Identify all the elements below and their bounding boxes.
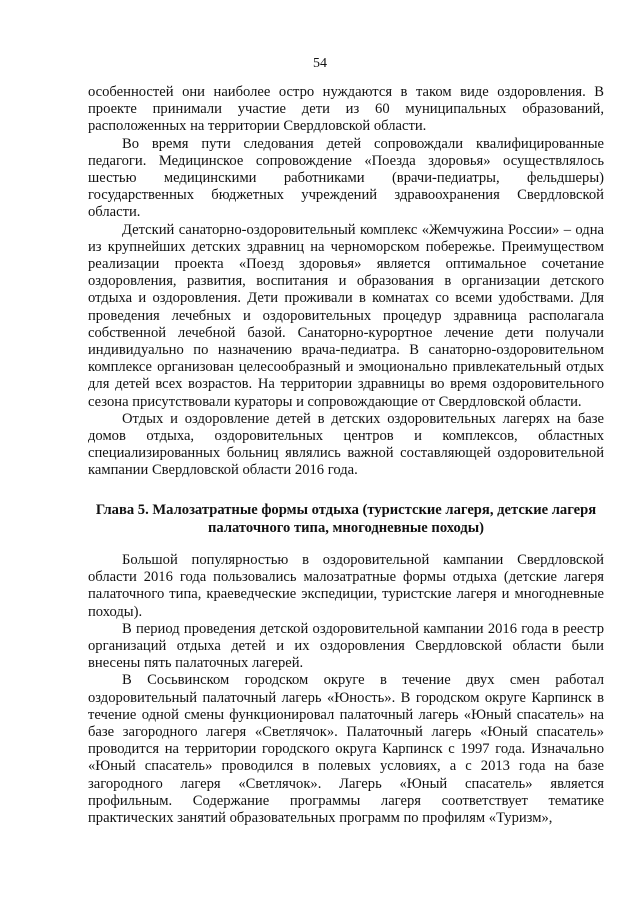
paragraph: Большой популярностью в оздоровительной кампании Свердловской области 2016 года пользовались малозатратные формы отдыха (детские лагеря палаточного типа, краеведческие экспедиции, туристские лагеря и многодневные походы). [88, 552, 604, 620]
chapter-title: Глава 5. Малозатратные формы отдыха (туристские лагеря, детские лагеря палаточного типа, многодневные походы) [95, 502, 597, 536]
paragraph: В период проведения детской оздоровительной кампании 2016 года в реестр организаций отдыха детей и их оздоровления Свердловской области были внесены пять палаточных лагерей. [88, 620, 604, 672]
paragraph: особенностей они наиболее остро нуждаются в таком виде оздоровления. В проекте принимали участие дети из 60 муниципальных образований, расположенных на территории Свердловской области. [88, 84, 604, 135]
body-text-chapter [88, 552, 604, 827]
paragraph: Во время пути следования детей сопровождали квалифицированные педагоги. Медицинское сопровождение «Поезда здоровья» осуществлялось шестью медицинскими работниками (врачи-педиатры, фельдшеры) государственных бюджетных учреждений здравоохранения Свердловской области. [88, 135, 604, 221]
page-number: 54 [313, 56, 327, 71]
body-text-top [88, 84, 604, 480]
paragraph: Детский санаторно-оздоровительный комплекс «Жемчужина России» – одна из крупнейших детских здравниц на черноморском побережье. Преимуществом реализации проекта «Поезд здоровья» является оптимальное сочетание оздоровления, развития, воспитания и образования в организации детского отдыха и оздоровления. Дети проживали в комнатах со всеми удобствами. Для проведения лечебных и оздоровительных процедур здравница располагала собственной лечебной базой. Санаторно-курортное лечение дети получали индивидуально по назначению врача-педиатра. В санаторно-оздоровительном комплексе организован целесообразный и эмоционально привлекательный отдых для детей всех возрастов. На территории здравницы во время оздоровительного сезона присутствовали кураторы и сопровождающие от Свердловской области. [88, 221, 604, 410]
paragraph: Отдых и оздоровление детей в детских оздоровительных лагерях на базе домов отдыха, оздоровительных центров и комплексов, областных специализированных больниц являлись важной составляющей оздоровительной кампании Свердловской области 2016 года. [88, 410, 604, 479]
paragraph: В Сосьвинском городском округе в течение двух смен работал оздоровительный палаточный лагерь «Юность». В городском округе Карпинск в течение одной смены функционировал палаточный лагерь «Юный спасатель» на базе загородного лагеря «Светлячок». Палаточный лагерь «Юный спасатель» проводится на территории городского округа Карпинск с 1997 года. Изначально «Юный спасатель» проводился в полевых условиях, а с 2013 года на базе загородного лагеря «Светлячок». Лагерь «Юный спасатель» является профильным. Содержание программы лагеря соответствует тематике практических занятий образовательных программ по профилям «Туризм», [88, 672, 604, 827]
